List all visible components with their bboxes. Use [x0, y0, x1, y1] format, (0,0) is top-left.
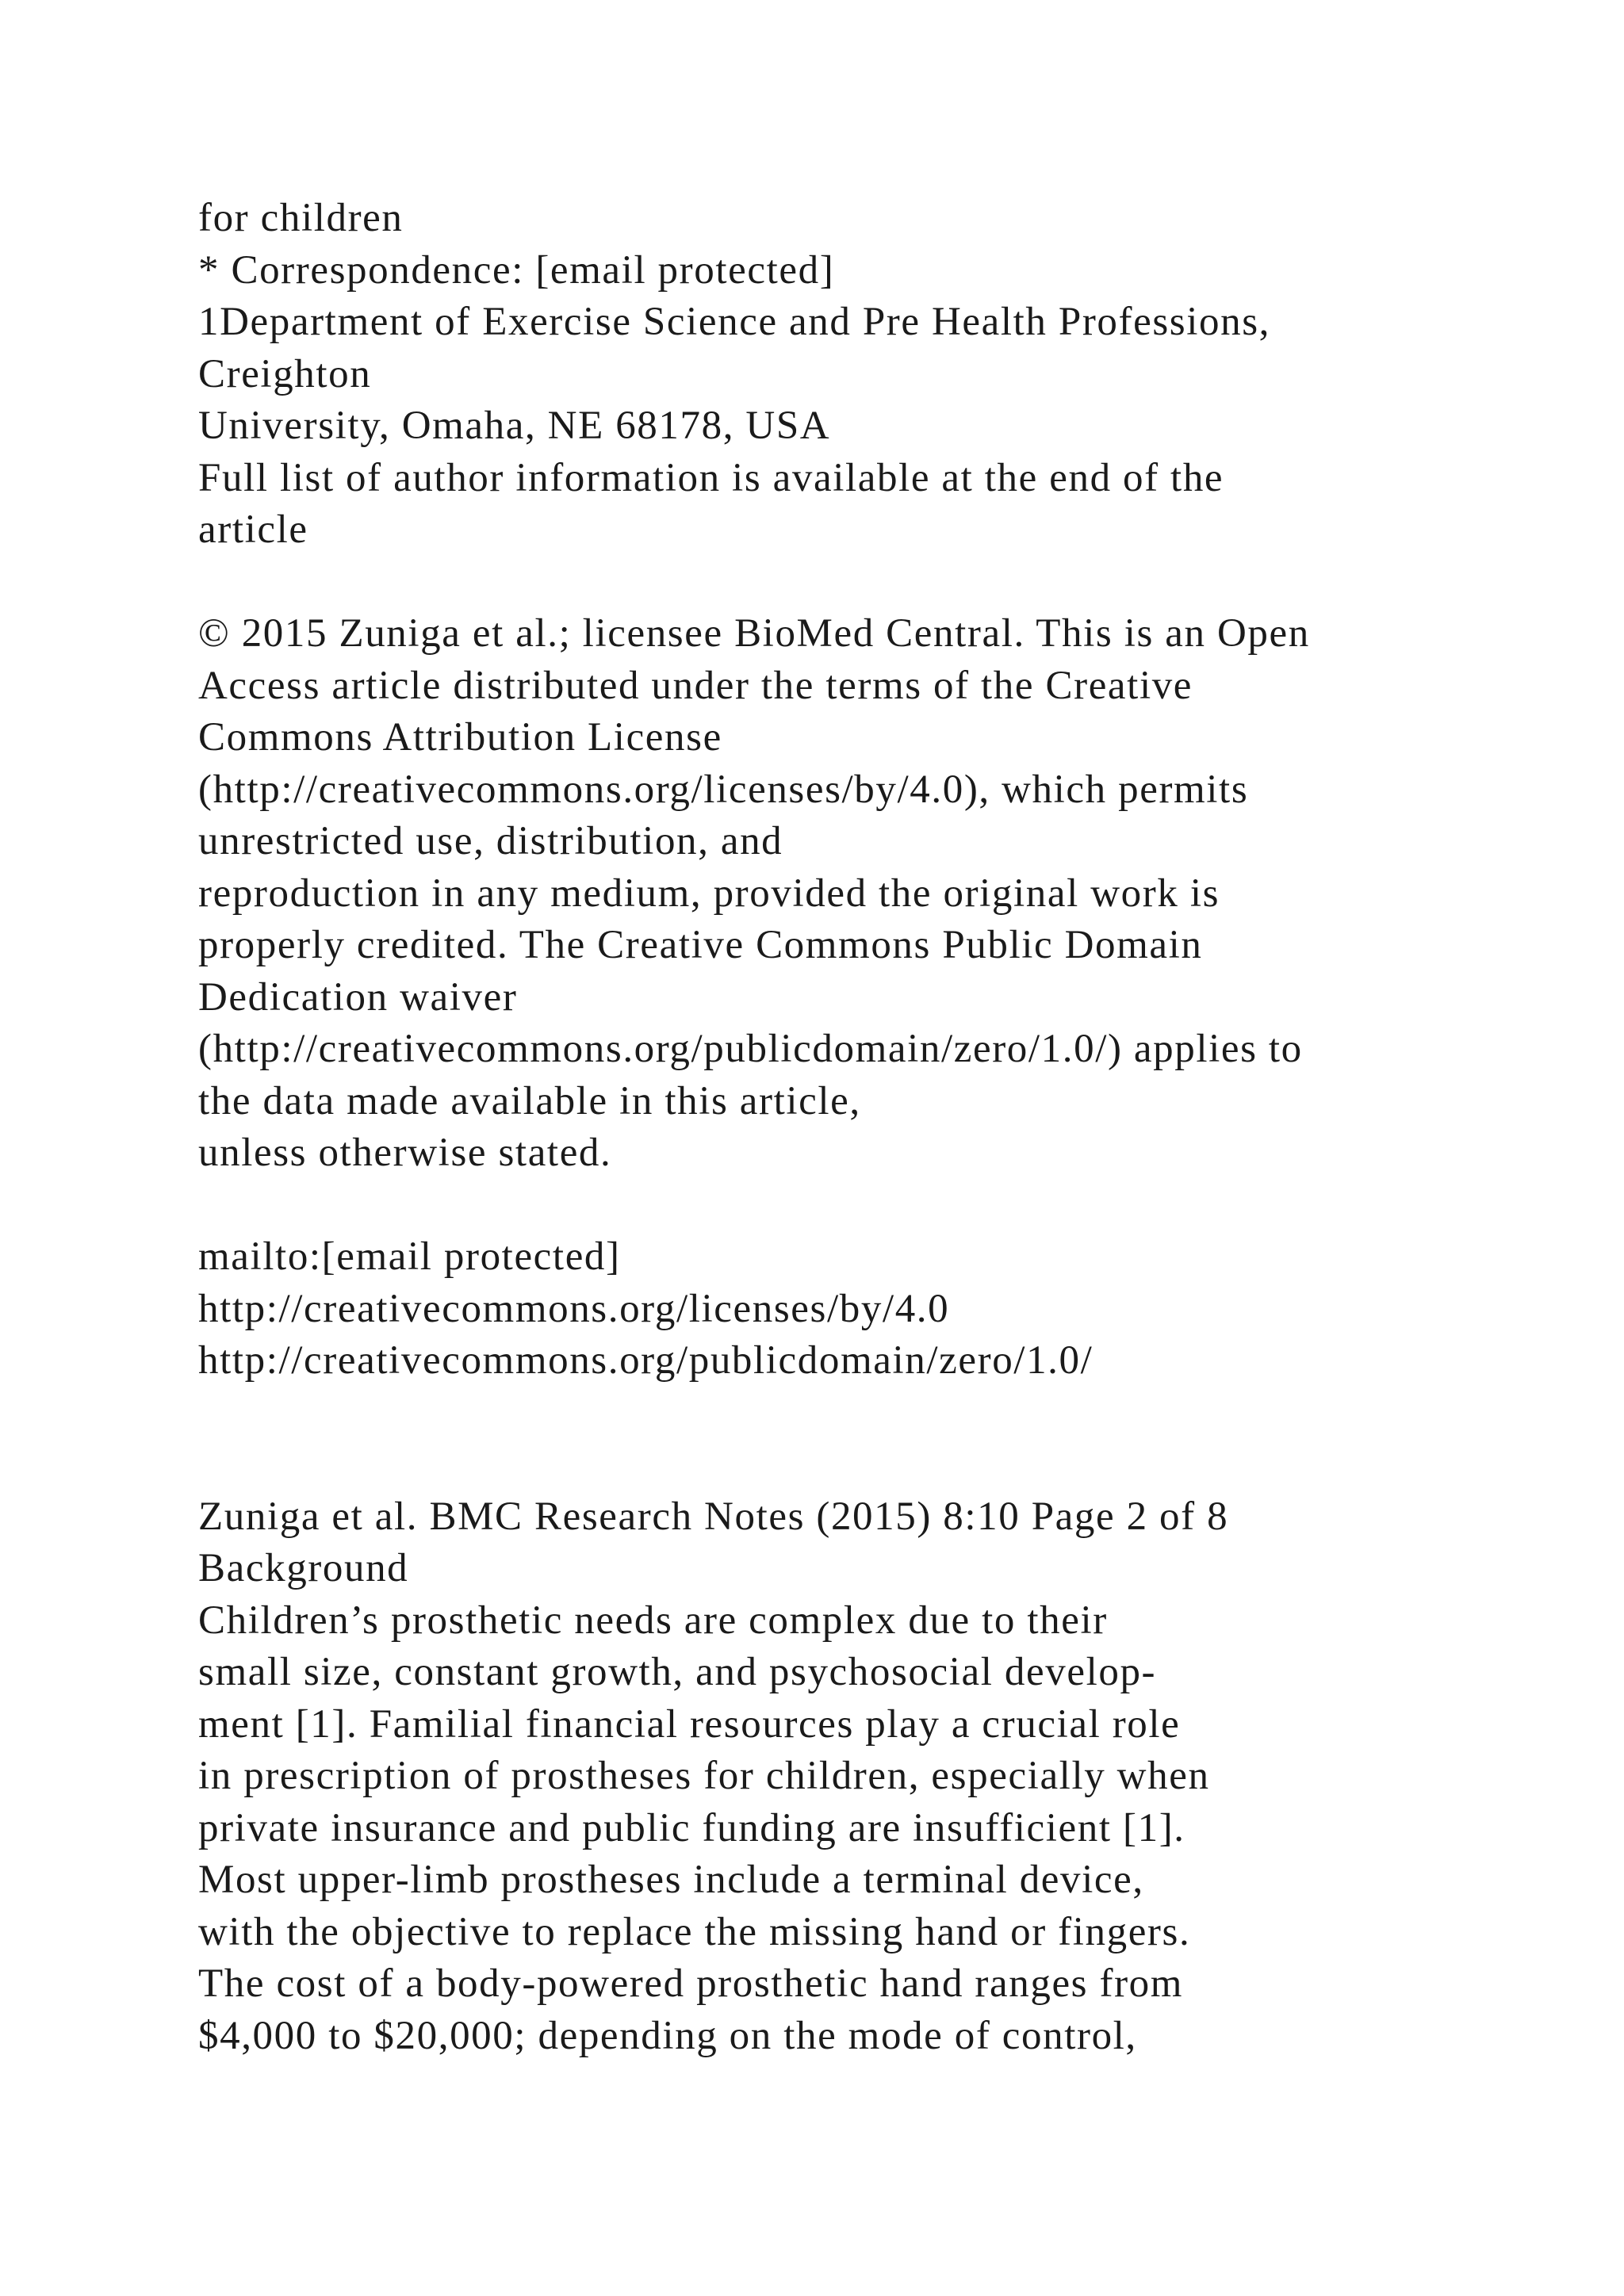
running-header: Zuniga et al. BMC Research Notes (2015) 8:10 Page 2 of 8 — [198, 1494, 1229, 1539]
affiliation-block — [198, 193, 1499, 557]
blank-lines — [198, 1387, 1499, 1491]
license-line: (http://creativecommons.org/licenses/by/4.0), which permits — [198, 767, 1249, 812]
body-line: ment [1]. Familial financial resources play a crucial role — [198, 1701, 1181, 1747]
body-line: The cost of a body-powered prosthetic hand ranges from — [198, 1961, 1184, 2006]
license-line: unrestricted use, distribution, and — [198, 819, 783, 863]
affiliation-line: University, Omaha, NE 68178, USA — [198, 404, 831, 448]
section-heading: Background — [198, 1546, 409, 1590]
mailto-link[interactable]: mailto:[email protected] — [198, 1234, 621, 1279]
blank-line — [198, 1180, 1499, 1232]
license-line: Commons Attribution License — [198, 715, 722, 760]
body-line: small size, constant growth, and psychosocial develop- — [198, 1650, 1157, 1694]
body-line: Children’s prosthetic needs are complex due to their — [198, 1598, 1108, 1643]
body-paragraph — [198, 1595, 1499, 2063]
body-line: in prescription of prostheses for children, especially when — [198, 1754, 1210, 1798]
affiliation-line: Full list of author information is available at the end of the — [198, 455, 1224, 500]
license-line: reproduction in any medium, provided the original work is — [198, 871, 1220, 916]
body-line: private insurance and public funding are insufficient [1]. — [198, 1805, 1185, 1850]
affiliation-line: article — [198, 507, 308, 552]
affiliation-line: Creighton — [198, 351, 372, 396]
correspondence-line: * Correspondence: [email protected] — [198, 247, 835, 293]
license-line: properly credited. The Creative Commons Public Domain — [198, 923, 1203, 967]
affiliation-line: for children — [198, 196, 404, 240]
license-link[interactable]: http://creativecommons.org/licenses/by/4.0 — [198, 1286, 950, 1331]
body-line: $4,000 to $20,000; depending on the mode of control, — [198, 2013, 1137, 2058]
blank-line — [198, 557, 1499, 609]
public-domain-link[interactable]: http://creativecommons.org/publicdomain/zero/1.0/ — [198, 1338, 1094, 1383]
affiliation-line: 1Department of Exercise Science and Pre Health Professions, — [198, 300, 1270, 344]
body-line: with the objective to replace the missing hand or fingers. — [198, 1909, 1191, 1954]
document-text-column — [198, 193, 1499, 2062]
license-line: unless otherwise stated. — [198, 1131, 612, 1175]
license-block — [198, 608, 1499, 1180]
license-line: Access article distributed under the terms of the Creative — [198, 663, 1193, 708]
license-line: the data made available in this article, — [198, 1078, 861, 1123]
body-line: Most upper-limb prostheses include a terminal device, — [198, 1858, 1144, 1902]
license-line: © 2015 Zuniga et al.; licensee BioMed Central. This is an Open — [198, 611, 1310, 656]
links-block — [198, 1231, 1499, 1387]
license-line: Dedication waiver — [198, 974, 518, 1020]
license-line: (http://creativecommons.org/publicdomain/zero/1.0/) applies to — [198, 1027, 1303, 1071]
